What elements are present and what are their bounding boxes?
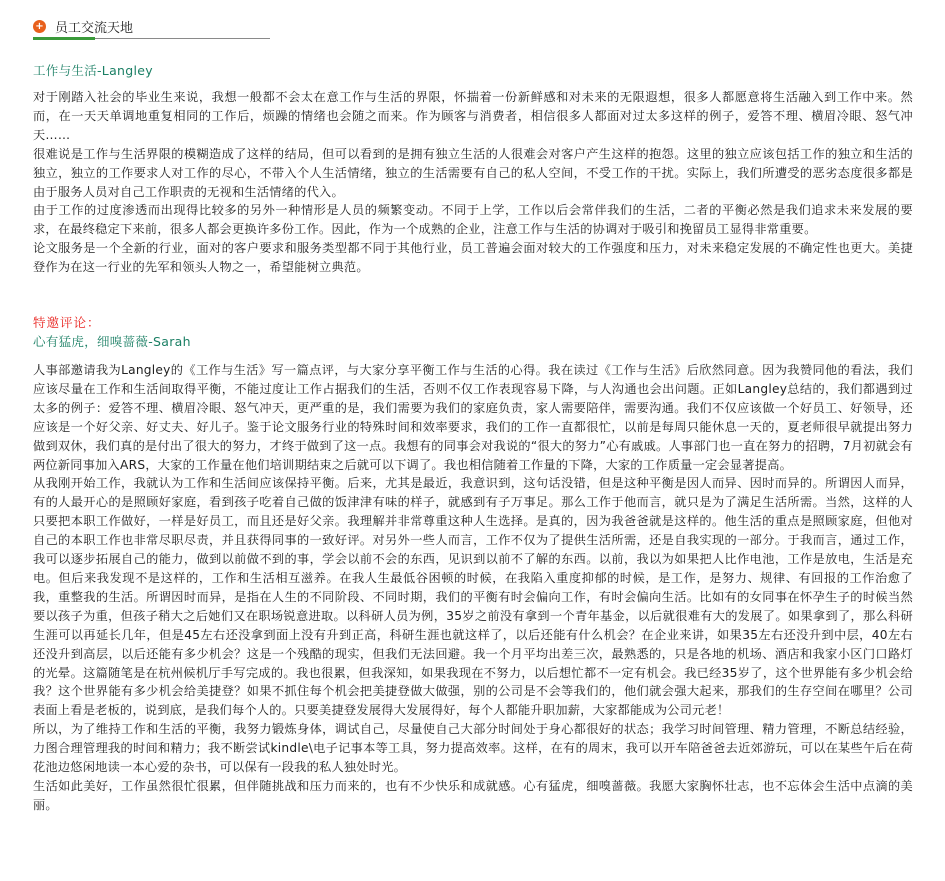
article-paragraph: 由于工作的过度渗透而出现得比较多的另外一种情形是人员的频繁变动。不同于上学，工作以后会常伴我们的生活，二者的平衡必然是我们追求未来发展的要求，在最终稳定下来前，很多人都会更换许多份工作。因此，作为一个成熟的企业，注意工作与生活的协调对于吸引和挽留员工显得非常重要。 [33,203,913,237]
article-paragraph: 很难说是工作与生活界限的模糊造成了这样的结局，但可以看到的是拥有独立生活的人很难会对客户产生这样的抱怨。这里的独立应该包括工作的独立和生活的独立，独立的工作要求人对工作的尽心，不带入个人生活情绪，独立的生活需要有自己的私人空间，不受工作的干扰。实际上，我们所遭受的恶劣态度很多都是由于服务人员对自己工作职责的无视和生活情绪的代入。 [33,146,913,199]
article-title: 工作与生活-Langley [33,63,153,78]
review-paragraph: 人事部邀请我为Langley的《工作与生活》写一篇点评，与大家分享平衡工作与生活的心得。我在读过《工作与生活》后欣然同意。因为我赞同他的看法，我们应该尽量在工作和生活间取得平衡，不能过度让工作占据我们的生活，否则不仅工作表现容易下降，与人沟通也会出问题。正如Langley总结的，我们都遇到过太多的例子：爱答不理、横眉冷眼、怒气冲天，更严重的是，我们需要为我们的家庭负责，家人需要陪伴，需要沟通。我们不仅应该做一个好员工、好领导，还应该是一个好父亲、好丈夫、好儿子。鉴于论文服务行业的特殊时间和效率要求，我们的工作一直都很忙，以前是每周只能休息一天的，夏老师很早就提出努力做到双休，我们真的是付出了很大的努力，才终于做到了这一点。我想有的同事会对我说的“很大的努力”心有戚戚。人事部门也一直在努力的招聘，7月初就会有两位新同事加入ARS，大家的工作量在他们培训期结束之后就可以下调了。我也相信随着工作量的下降，大家的工作质量一定会显著提高。 [33,363,913,472]
header-divider-accent [33,37,95,40]
review-paragraph: 所以，为了维持工作和生活的平衡，我努力锻炼身体，调试自己，尽量使自己大部分时间处于身心都很好的状态；我学习时间管理、精力管理，不断总结经验，力图合理管理我的时间和精力；我不断尝试kindle\电子记事本等工具，努力提高效率。这样，在有的周末，我可以开车陪爸爸去近郊游玩，可以在某些午后在荷花池边悠闲地读一本心爱的杂书，可以保有一段我的私人独处时光。 [33,722,913,775]
article-paragraph: 对于刚踏入社会的毕业生来说，我想一般都不会太在意工作与生活的界限，怀揣着一份新鲜感和对未来的无限遐想，很多人都愿意将生活融入到工作中来。然而，在一天天单调地重复相同的工作后，烦躁的情绪也会随之而来。作为顾客与消费者，相信很多人都面对过太多这样的例子，爱答不理、横眉冷眼、怒气冲天…… [33,90,913,142]
article-paragraph: 论文服务是一个全新的行业，面对的客户要求和服务类型都不同于其他行业，员工普遍会面对较大的工作强度和压力，对未来稳定发展的不确定性也更大。美捷登作为在这一行业的先军和领头人物之一，希望能树立典范。 [33,241,913,275]
article-body [33,88,913,277]
review-paragraph: 生活如此美好，工作虽然很忙很累，但伴随挑战和压力而来的，也有不少快乐和成就感。心有猛虎，细嗅蔷薇。我愿大家胸怀壮志，也不忘体会生活中点滴的美丽。 [33,778,913,812]
review-label: 特邀评论： [33,315,101,330]
section-title: 员工交流天地 [55,21,134,36]
review-body [33,361,913,815]
review-title: 心有猛虎，细嗅蔷薇-Sarah [33,334,191,349]
section-header [33,16,270,40]
plus-circle-icon: + [33,20,46,33]
review-paragraph: 从我刚开始工作，我就认为工作和生活间应该保持平衡。后来，尤其是最近，我意识到，这句话没错，但是这种平衡是因人而异、因时而异的。所谓因人而异，有的人最开心的是照顾好家庭，看到孩子吃着自己做的饭津津有味的样子，就感到有子万事足。那么工作于他而言，就只是为了满足生活所需。当然，这样的人只要把本职工作做好，一样是好员工，而且还是好父亲。我理解并非常尊重这种人生选择。是真的，因为我爸爸就是这样的。他生活的重点是照顾家庭，但他对自己的本职工作也非常尽职尽责，并且获得同事的一致好评。对另外一些人而言，工作不仅为了提供生活所需，还是自我实现的一部分。于我而言，通过工作，我可以逐步拓展自己的能力，做到以前做不到的事，学会以前不会的东西，见识到以前不了解的东西。以前，我以为如果把人比作电池，工作是放电，生活是充电。但后来我发现不是这样的，工作和生活相互滋养。在我人生最低谷困顿的时候，在我陷入重度抑郁的时候，是工作，是努力、规律、有回报的工作治愈了我，重整我的生活。所谓因时而异，是指在人生的不同阶段、不同时期，我们的平衡有时会偏向工作，有时会偏向生活。比如有的女同事在怀孕生子的时候当然要以孩子为重，但孩子稍大之后她们又在职场锐意进取。以科研人员为例，35岁之前没有拿到一个青年基金，以后就很难有大的发展了。如果拿到了，那么科研生涯可以再延长几年，但是45左右还没拿到面上没有升到正高，科研生涯也就这样了，以后还能有什么机会？在企业来讲，如果35左右还没升到中层，40左右还没升到高层，以后还能有多少机会？这是一个残酷的现实，但我们无法回避。我一个月平均出差三次，最熟悉的，只是各地的机场、酒店和我家小区门口路灯的光晕。这篇随笔是在杭州候机厅手写完成的。我也很累，但我深知，如果我现在不努力，以后想忙都不一定有机会。我已经35岁了，这个世界能有多少机会给我？这个世界能有多少机会给美捷登？如果不抓住每个机会把美捷登做大做强，别的公司是不会等我们的，他们就会强大起来，那我们的生存空间在哪里？公司表面上看是老板的，说到底，是我们每个人的。只要美捷登发展得大发展得好，每个人都能升职加薪，大家都能成为公司元老！ [33,476,913,718]
